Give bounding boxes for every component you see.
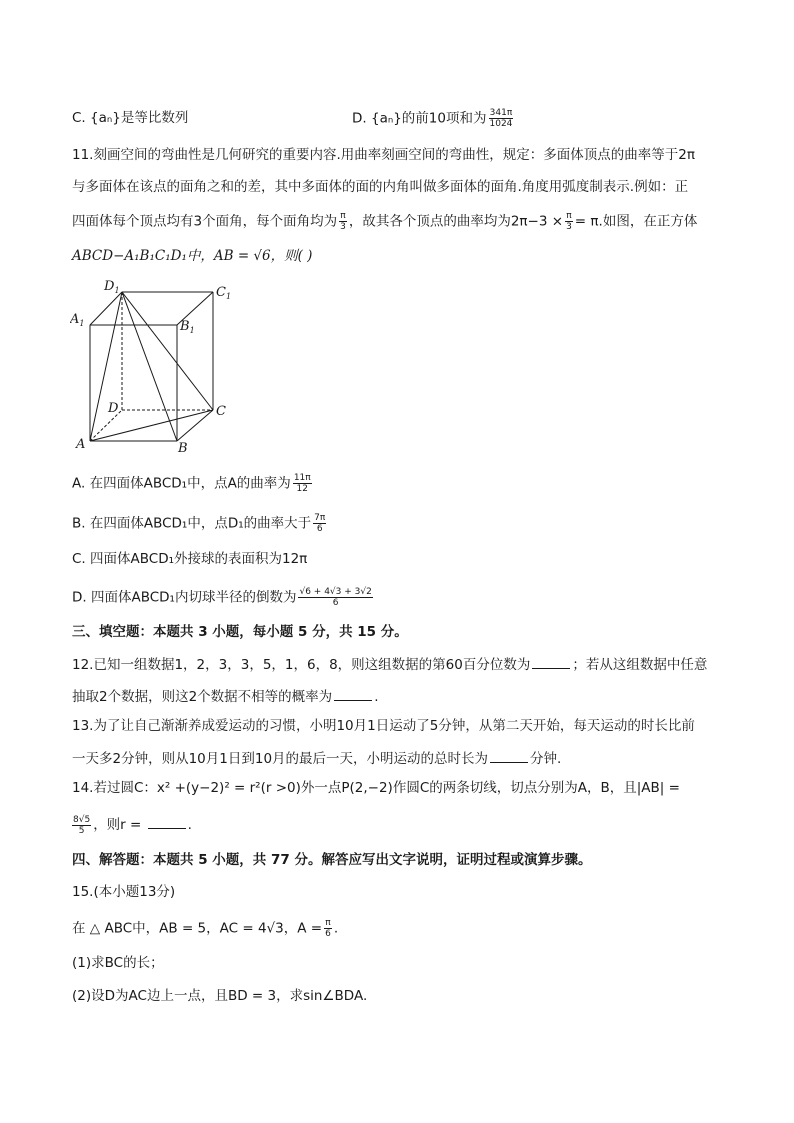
q11-pi-over-3-b: $\frac{\pi}{3}$ bbox=[566, 211, 572, 232]
q12-line-1: 12.已知一组数据1，2，3，3，5，1，6，8，则这组数据的第60百分位数为 ；若从这组数据中任意 bbox=[72, 654, 707, 675]
q12-line-2: 抽取2个数据，则这2个数据不相等的概率为 . bbox=[72, 686, 378, 707]
q10-option-d: D. {aₙ}的前10项和为 $\frac{341\pi}{1024}$ bbox=[352, 108, 513, 129]
label-d1: $D_1$ bbox=[104, 279, 120, 295]
q11-option-b: B. 在四面体ABCD₁中，点D₁的曲率大于 $\frac{7\pi}{6}$ bbox=[72, 513, 326, 534]
q10-option-d-fraction: $\frac{341\pi}{1024}$ bbox=[489, 108, 513, 129]
q15-title: 15.(本小题13分) bbox=[72, 884, 176, 900]
edge-d1-b bbox=[122, 292, 177, 441]
q15-part-1: (1)求BC的长； bbox=[72, 955, 164, 971]
q12-blank-2[interactable] bbox=[334, 686, 372, 701]
q11-stem-line-1: 11.刻画空间的弯曲性是几何研究的重要内容.用曲率刻画空间的弯曲性，规定：多面体顶点的曲率等于2π bbox=[72, 147, 695, 163]
label-a: A bbox=[76, 437, 86, 452]
label-b1: $B_1$ bbox=[180, 319, 195, 335]
q15-part-2: (2)设D为AC边上一点，且BD = 3，求sin∠BDA. bbox=[72, 988, 368, 1004]
label-c1: $C_1$ bbox=[216, 285, 232, 301]
label-c: C bbox=[216, 404, 226, 419]
label-d: D bbox=[108, 401, 119, 416]
q14-blank[interactable] bbox=[148, 814, 186, 829]
cube-figure bbox=[70, 278, 240, 456]
q11-option-d: D. 四面体ABCD₁内切球半径的倒数为 $\frac{√6 + 4√3 + 3√2}{6}$ bbox=[72, 587, 372, 608]
q11-option-a-fraction: $\frac{11\pi}{12}$ bbox=[293, 473, 311, 494]
q15-angle-fraction: $\frac{\pi}{6}$ bbox=[325, 918, 331, 939]
section-3-heading: 三、填空题：本题共 3 小题，每小题 5 分，共 15 分。 bbox=[72, 624, 408, 640]
label-a1: $A_1$ bbox=[70, 312, 85, 328]
q12-blank-1[interactable] bbox=[532, 654, 570, 669]
edge-a1-d1 bbox=[90, 292, 122, 325]
label-b: B bbox=[178, 441, 188, 456]
q11-option-a: A. 在四面体ABCD₁中，点A的曲率为 $\frac{11\pi}{12}$ bbox=[72, 473, 311, 494]
section-4-heading: 四、解答题：本题共 5 小题，共 77 分。解答应写出文字说明，证明过程或演算步骤。 bbox=[72, 852, 592, 868]
q14-ab-fraction: $\frac{8√5}{5}$ bbox=[73, 814, 91, 836]
q15-stem: 在 △ ABC中，AB = 5，AC = 4√3，A = $\frac{\pi}{6}$ . bbox=[72, 918, 339, 939]
q11-option-b-fraction: $\frac{7\pi}{6}$ bbox=[314, 513, 326, 534]
q13-blank[interactable] bbox=[490, 748, 528, 763]
q10-option-c: C. {aₙ}是等比数列 bbox=[72, 110, 189, 126]
edge-d1-c bbox=[122, 292, 213, 410]
q11-stem-line-2: 与多面体在该点的面角之和的差，其中多面体的面的内角叫做多面体的面角.角度用弧度制表示.例如：正 bbox=[72, 179, 689, 195]
q13-line-2: 一天多2分钟，则从10月1日到10月的最后一天，小明运动的总时长为 分钟. bbox=[72, 748, 561, 769]
q11-stem-line-3: 四面体每个顶点均有3个面角，每个面角均为 $\frac{\pi}{3}$ ，故其各个顶点的曲率均为2π−3 × $\frac{\pi}{3}$ = π.如图，在正方体 bbox=[72, 211, 698, 232]
q11-option-d-fraction: $\frac{√6 + 4√3 + 3√2}{6}$ bbox=[299, 587, 372, 608]
q11-option-c: C. 四面体ABCD₁外接球的表面积为12π bbox=[72, 551, 308, 567]
q14-line-1: 14.若过圆C：x² +(y−2)² = r²(r >0)外一点P(2,−2)作圆C的两条切线，切点分别为A，B，且|AB| = bbox=[72, 780, 680, 796]
q14-line-2: $\frac{8√5}{5}$ ，则r = . bbox=[73, 814, 192, 836]
q11-pi-over-3-a: $\frac{\pi}{3}$ bbox=[340, 211, 346, 232]
q13-line-1: 13.为了让自己渐渐养成爱运动的习惯，小明10月1日运动了5分钟，从第二天开始，每天运动的时长比前 bbox=[72, 718, 695, 734]
edge-d1-a bbox=[90, 292, 122, 441]
q11-stem-line-4: ABCD−A₁B₁C₁D₁中，AB = √6，则( ) bbox=[72, 248, 313, 264]
